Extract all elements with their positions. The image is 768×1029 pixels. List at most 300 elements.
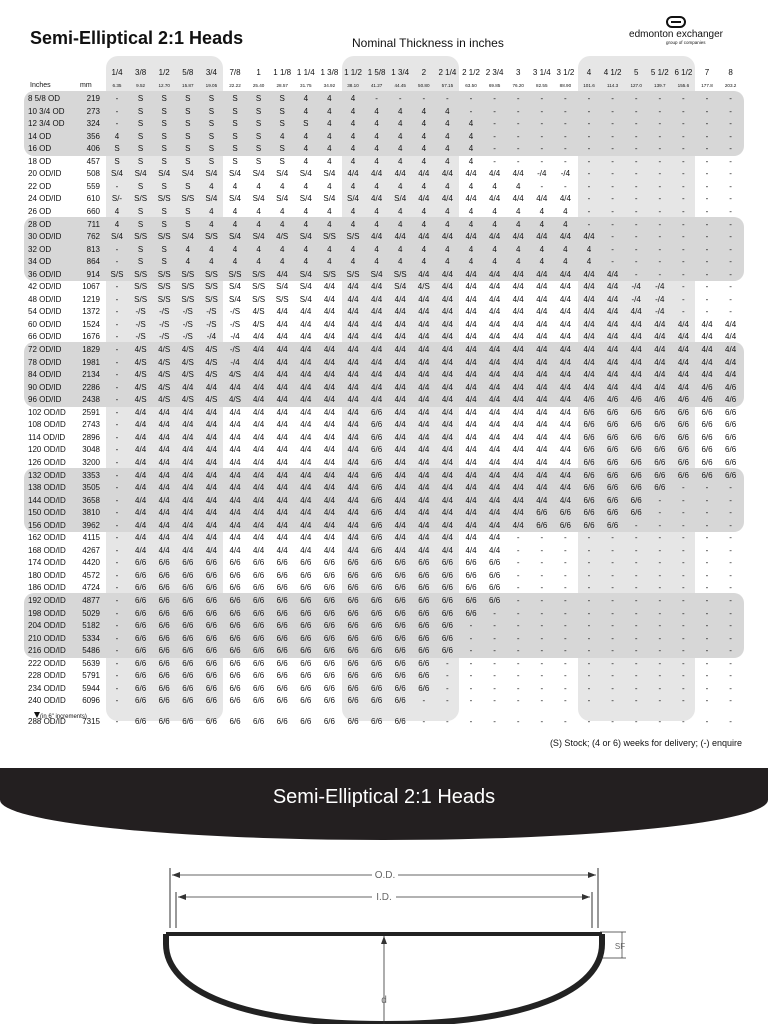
row-mm-value: 7315 (82, 716, 100, 726)
availability-cell: 4/4 (607, 294, 619, 304)
availability-cell: 6/6 (371, 432, 383, 442)
availability-cell: 4/4 (182, 457, 194, 467)
availability-cell: 4/4 (559, 470, 571, 480)
availability-cell: - (115, 106, 119, 116)
availability-cell: 6/6 (300, 608, 312, 618)
availability-cell: 4/4 (135, 508, 147, 518)
availability-cell: 4/4 (394, 332, 406, 342)
availability-cell: -/S (206, 307, 217, 317)
availability-cell: S/4 (205, 194, 218, 204)
availability-cell: - (611, 181, 614, 191)
availability-cell: 6/6 (583, 432, 595, 442)
availability-cell: S (161, 119, 167, 129)
availability-cell: - (493, 106, 496, 116)
availability-cell: 6/6 (182, 558, 194, 568)
availability-cell: - (682, 94, 685, 103)
availability-cell: 6/6 (158, 596, 170, 605)
availability-cell: - (493, 716, 496, 726)
availability-cell: 4/4 (323, 332, 335, 342)
availability-cell: - (658, 119, 662, 129)
availability-cell: 6/6 (607, 432, 619, 442)
availability-cell: S/4 (252, 169, 265, 179)
availability-cell: 6/6 (394, 596, 406, 605)
availability-cell: 4/S (181, 395, 194, 405)
availability-cell: 6/6 (536, 508, 548, 518)
availability-cell: 4/4 (725, 319, 737, 329)
availability-cell: - (493, 119, 496, 129)
availability-cell: S (279, 106, 285, 116)
availability-cell: 6/6 (182, 671, 194, 681)
availability-cell: - (705, 294, 709, 304)
availability-cell: 4/4 (512, 345, 524, 354)
thickness-inch-header: 7/8 (229, 68, 241, 77)
availability-cell: 4/S (158, 370, 171, 380)
availability-cell: 4 (350, 219, 356, 229)
availability-cell: 4 (114, 219, 120, 229)
thickness-inch-header: 1 3/4 (391, 68, 410, 77)
availability-cell: 6/6 (158, 696, 170, 706)
availability-cell: - (516, 94, 520, 103)
availability-cell: 4/4 (489, 332, 501, 342)
availability-cell: 4 (350, 94, 356, 103)
row-size-label: 24 OD/ID (28, 194, 62, 204)
availability-cell: 4 (350, 131, 356, 141)
availability-cell: 4/4 (371, 294, 383, 304)
availability-cell: - (540, 596, 544, 605)
availability-cell: S/S (181, 282, 195, 292)
availability-cell: S/4 (299, 169, 312, 179)
availability-cell: 4 (445, 257, 450, 267)
availability-cell: 4/4 (583, 307, 595, 317)
availability-cell: 6/6 (205, 596, 217, 605)
availability-cell: 4 (185, 244, 191, 254)
availability-cell: - (516, 106, 520, 116)
availability-cell: 4/4 (205, 520, 217, 530)
availability-cell: - (115, 646, 119, 656)
availability-cell: -/S (182, 319, 193, 329)
availability-cell: 4 (256, 181, 261, 191)
availability-cell: - (658, 257, 662, 267)
availability-cell: 6/6 (323, 716, 335, 726)
availability-cell: 4/4 (347, 432, 359, 442)
row-mm-value: 356 (86, 131, 100, 141)
thickness-mm-header: 139.7 (654, 83, 666, 88)
availability-cell: - (658, 716, 662, 726)
availability-cell: - (564, 533, 567, 543)
row-mm-value: 914 (86, 269, 100, 279)
availability-cell: 4/4 (347, 345, 359, 354)
availability-cell: - (705, 131, 709, 141)
availability-cell: - (115, 596, 119, 605)
availability-cell: 4/4 (441, 269, 453, 279)
availability-cell: 4/4 (465, 382, 477, 392)
row-mm-value: 610 (86, 194, 100, 204)
availability-cell: 4/4 (465, 457, 477, 467)
availability-cell: S (185, 156, 191, 166)
availability-cell: S/4 (228, 294, 241, 304)
availability-cell: - (516, 533, 520, 543)
availability-cell: 4/4 (583, 345, 595, 354)
thickness-inch-header: 1 5/8 (367, 68, 386, 77)
availability-cell: 4/4 (253, 432, 265, 442)
availability-cell: 6/6 (489, 583, 501, 593)
thickness-mm-header: 127.0 (630, 83, 642, 88)
availability-cell: 4/4 (323, 407, 335, 417)
availability-cell: S (232, 131, 238, 141)
availability-cell: 4 (397, 156, 403, 166)
availability-cell: 4/4 (536, 269, 548, 279)
availability-cell: - (587, 658, 591, 668)
availability-cell: - (682, 169, 685, 179)
availability-cell: S (161, 94, 167, 103)
availability-cell: - (729, 683, 732, 693)
availability-cell: 6/6 (323, 621, 335, 631)
availability-cell: 4 (445, 144, 450, 154)
availability-cell: - (493, 696, 496, 706)
availability-cell: 6/6 (371, 683, 383, 693)
availability-cell: - (516, 683, 520, 693)
availability-cell: - (682, 545, 685, 555)
availability-cell: 4/4 (253, 457, 265, 467)
availability-cell: - (446, 671, 449, 681)
availability-cell: 4 (374, 106, 379, 116)
thickness-mm-header: 19.05 (205, 83, 218, 88)
availability-cell: S (255, 106, 262, 116)
availability-cell: - (540, 533, 544, 543)
availability-cell: 4/4 (489, 432, 501, 442)
availability-cell: 6/6 (347, 671, 359, 681)
availability-cell: 6/6 (229, 583, 241, 593)
availability-cell: 4 (468, 131, 474, 141)
availability-cell: 4 (303, 206, 309, 216)
row-mm-value: 4115 (82, 533, 100, 543)
availability-cell: - (469, 716, 473, 726)
availability-cell: -/S (159, 319, 170, 329)
availability-cell: 4/4 (630, 319, 642, 329)
availability-cell: 4/4 (158, 407, 170, 417)
availability-cell: 4/4 (135, 470, 147, 480)
availability-cell: 4/4 (630, 345, 642, 354)
availability-cell: 6/6 (583, 457, 595, 467)
availability-cell: 4/4 (371, 357, 383, 367)
availability-cell: 4/4 (536, 407, 548, 417)
availability-cell: - (682, 570, 685, 580)
availability-cell: -/S (182, 307, 193, 317)
availability-cell: 4/4 (229, 508, 241, 518)
availability-cell: 4/4 (512, 357, 524, 367)
availability-cell: 4/4 (300, 470, 312, 480)
availability-cell: 6/6 (323, 633, 335, 643)
availability-cell: 4/4 (158, 457, 170, 467)
availability-cell: - (516, 596, 520, 605)
availability-cell: 4/4 (276, 545, 288, 555)
availability-cell: 6/6 (300, 671, 312, 681)
availability-cell: 4 (397, 144, 403, 154)
availability-cell: - (587, 671, 591, 681)
availability-cell: 6/6 (347, 696, 359, 706)
availability-cell: 6/6 (205, 696, 217, 706)
availability-cell: 4/4 (559, 445, 571, 455)
availability-cell: S/S (157, 194, 171, 204)
availability-cell: - (446, 683, 449, 693)
availability-cell: 6/6 (654, 483, 666, 493)
availability-cell: 4/4 (441, 332, 453, 342)
availability-cell: - (564, 583, 567, 593)
availability-cell: 4/4 (347, 169, 359, 179)
availability-cell: 4/4 (300, 545, 312, 555)
availability-cell: 4/6 (630, 395, 642, 405)
availability-cell: 4/6 (654, 395, 666, 405)
availability-cell: - (705, 658, 709, 668)
availability-cell: 4/4 (276, 395, 288, 405)
availability-cell: -/4 (206, 332, 217, 342)
availability-cell: - (446, 94, 449, 103)
availability-cell: 4/4 (677, 345, 689, 354)
availability-cell: - (729, 633, 732, 643)
availability-cell: - (705, 206, 709, 216)
availability-cell: 4/4 (701, 345, 713, 354)
availability-cell: 4 (374, 156, 379, 166)
availability-cell: 4/4 (158, 520, 170, 530)
thickness-mm-header: 155.6 (677, 83, 690, 88)
availability-cell: S (137, 244, 144, 254)
availability-cell: 4/4 (630, 370, 642, 380)
availability-cell: 4/4 (489, 533, 501, 543)
availability-cell: 4/4 (300, 357, 312, 367)
availability-cell: 4 (185, 257, 191, 267)
availability-cell: 4 (563, 257, 568, 267)
availability-cell: 4/4 (512, 194, 524, 204)
availability-cell: 6/6 (371, 457, 383, 467)
availability-cell: 6/6 (630, 483, 642, 493)
availability-cell: S (161, 181, 167, 191)
availability-cell: 4/4 (347, 470, 359, 480)
availability-cell: 4/4 (205, 483, 217, 493)
availability-cell: 4/4 (394, 432, 406, 442)
availability-cell: 4 (350, 156, 356, 166)
availability-cell: 4/4 (418, 357, 430, 367)
availability-cell: S (161, 206, 167, 216)
availability-cell: 6/6 (418, 633, 430, 643)
availability-cell: - (564, 156, 567, 166)
thickness-inch-header: 3/8 (135, 68, 147, 77)
availability-cell: 6/6 (182, 658, 194, 668)
availability-cell: 4/4 (559, 232, 571, 242)
availability-cell: 4/4 (300, 382, 312, 392)
availability-cell: - (564, 131, 567, 141)
availability-cell: 4/4 (559, 282, 571, 292)
availability-cell: 4/4 (347, 457, 359, 467)
availability-cell: 4/4 (489, 169, 501, 179)
availability-cell: 4 (421, 119, 427, 129)
availability-cell: 4/4 (323, 432, 335, 442)
availability-cell: - (729, 244, 732, 254)
thickness-mm-header: 177.8 (701, 83, 713, 88)
availability-cell: S/4 (228, 282, 241, 292)
availability-cell: 4/4 (300, 345, 312, 354)
availability-cell: 4/4 (300, 495, 312, 505)
availability-cell: 4/4 (677, 332, 689, 342)
availability-cell: 4/4 (654, 357, 666, 367)
availability-cell: - (564, 181, 567, 191)
availability-cell: - (493, 683, 496, 693)
availability-cell: 6/6 (371, 545, 383, 555)
availability-cell: - (634, 169, 638, 179)
availability-cell: 4/4 (394, 357, 406, 367)
row-mm-value: 762 (86, 232, 100, 242)
availability-cell: - (729, 696, 732, 706)
thickness-mm-header: 25.40 (252, 83, 265, 88)
availability-cell: 6/6 (371, 633, 383, 643)
availability-cell: 4/4 (276, 319, 288, 329)
availability-cell: 4/4 (489, 282, 501, 292)
availability-cell: S (232, 106, 238, 116)
availability-cell: S (137, 219, 144, 229)
availability-cell: - (634, 520, 638, 530)
thickness-inch-header: 5 1/2 (650, 68, 669, 77)
availability-cell: 4/4 (347, 495, 359, 505)
thickness-mm-header: 9.52 (136, 83, 146, 88)
availability-cell: 4/4 (323, 294, 335, 304)
availability-cell: 6/6 (725, 407, 737, 417)
availability-cell: 6/6 (418, 658, 430, 668)
availability-cell: 4 (327, 131, 332, 141)
availability-cell: - (658, 181, 662, 191)
availability-cell: 6/6 (677, 407, 689, 417)
availability-cell: 4/4 (418, 319, 430, 329)
availability-cell: S (185, 119, 191, 129)
row-mm-value: 1676 (82, 332, 100, 342)
availability-cell: - (398, 94, 402, 103)
row-size-label: 72 OD/ID (28, 345, 62, 354)
availability-cell: S (161, 244, 167, 254)
availability-cell: 4/4 (441, 232, 453, 242)
availability-cell: 4/4 (229, 483, 241, 493)
availability-cell: 6/6 (300, 621, 312, 631)
availability-cell: 4/4 (276, 533, 288, 543)
availability-cell: - (682, 144, 685, 154)
thickness-inch-header: 7 (704, 68, 710, 77)
availability-cell: 4/4 (725, 370, 737, 380)
availability-cell: - (658, 671, 662, 681)
availability-cell: 6/6 (371, 608, 383, 618)
availability-cell: - (729, 716, 732, 726)
availability-cell: - (516, 608, 520, 618)
availability-cell: - (611, 106, 614, 116)
availability-cell: 4/4 (253, 395, 265, 405)
availability-cell: 4 (303, 181, 309, 191)
availability-cell: - (682, 282, 685, 292)
availability-cell: 4 (397, 206, 403, 216)
availability-cell: 4/4 (418, 508, 430, 518)
availability-cell: S/S (110, 269, 124, 279)
availability-cell: - (729, 570, 732, 580)
availability-cell: S/4 (276, 169, 289, 179)
availability-cell: 4/4 (465, 495, 477, 505)
availability-cell: 4/4 (512, 382, 524, 392)
availability-cell: - (634, 131, 638, 141)
availability-cell: 4/4 (347, 294, 359, 304)
availability-cell: - (493, 671, 496, 681)
availability-cell: - (611, 545, 614, 555)
availability-cell: S (279, 119, 285, 129)
availability-cell: - (682, 508, 685, 518)
availability-cell: - (540, 658, 544, 668)
availability-cell: S (161, 156, 167, 166)
availability-cell: - (682, 696, 685, 706)
availability-cell: 4 (445, 244, 450, 254)
availability-cell: 6/6 (300, 633, 312, 643)
availability-cell: S (114, 156, 120, 166)
availability-cell: - (587, 131, 591, 141)
availability-cell: - (469, 696, 473, 706)
availability-cell: 4 (468, 244, 474, 254)
availability-cell: 4/4 (229, 545, 241, 555)
availability-cell: 6/6 (371, 520, 383, 530)
availability-cell: 4 (374, 119, 379, 129)
availability-cell: 6/6 (418, 608, 430, 618)
availability-cell: - (729, 131, 732, 141)
availability-cell: 6/6 (654, 432, 666, 442)
logo-tagline: group of companies (666, 40, 706, 45)
availability-cell: 4/4 (465, 520, 477, 530)
availability-cell: 6/6 (441, 646, 453, 656)
availability-cell: 4/4 (536, 382, 548, 392)
row-size-label: 138 OD/ID (28, 483, 66, 493)
row-size-label: 36 OD/ID (28, 269, 62, 279)
thickness-mm-header: 12.70 (158, 83, 170, 88)
availability-cell: - (564, 608, 567, 618)
availability-cell: 4/4 (512, 445, 524, 455)
availability-cell: 4/4 (559, 332, 571, 342)
availability-cell: - (564, 621, 567, 631)
availability-cell: - (564, 716, 567, 726)
availability-cell: S/4 (134, 169, 147, 179)
availability-cell: 4/4 (441, 520, 453, 530)
row-mm-value: 3658 (82, 495, 100, 505)
availability-cell: - (115, 407, 119, 417)
availability-cell: 4/4 (489, 294, 501, 304)
availability-cell: 4/S (205, 370, 218, 380)
availability-cell: - (658, 696, 662, 706)
availability-cell: 4/4 (489, 395, 501, 405)
availability-cell: - (658, 558, 662, 568)
availability-cell: 4/4 (489, 345, 501, 354)
row-mm-value: 3962 (82, 520, 100, 530)
availability-cell: 4/4 (489, 545, 501, 555)
availability-cell: 4/4 (300, 420, 312, 430)
availability-cell: 4 (468, 156, 474, 166)
availability-cell: 4/4 (158, 533, 170, 543)
row-size-label: 198 OD/ID (28, 608, 66, 618)
availability-cell: S/4 (181, 232, 194, 242)
availability-cell: - (564, 696, 567, 706)
availability-cell: 6/6 (135, 621, 147, 631)
availability-cell: S/4 (110, 169, 123, 179)
row-size-label: 48 OD/ID (28, 294, 62, 304)
availability-cell: 6/6 (371, 420, 383, 430)
row-size-label: 102 OD/ID (28, 407, 66, 417)
availability-cell: 6/6 (205, 633, 217, 643)
availability-cell: 4/4 (465, 232, 477, 242)
availability-cell: -/S (229, 319, 241, 329)
availability-cell: 4/4 (654, 370, 666, 380)
availability-cell: S (185, 219, 191, 229)
availability-cell: - (611, 633, 614, 643)
availability-cell: 4/4 (512, 407, 524, 417)
availability-cell: 6/6 (607, 483, 619, 493)
availability-cell: 6/6 (465, 596, 477, 605)
